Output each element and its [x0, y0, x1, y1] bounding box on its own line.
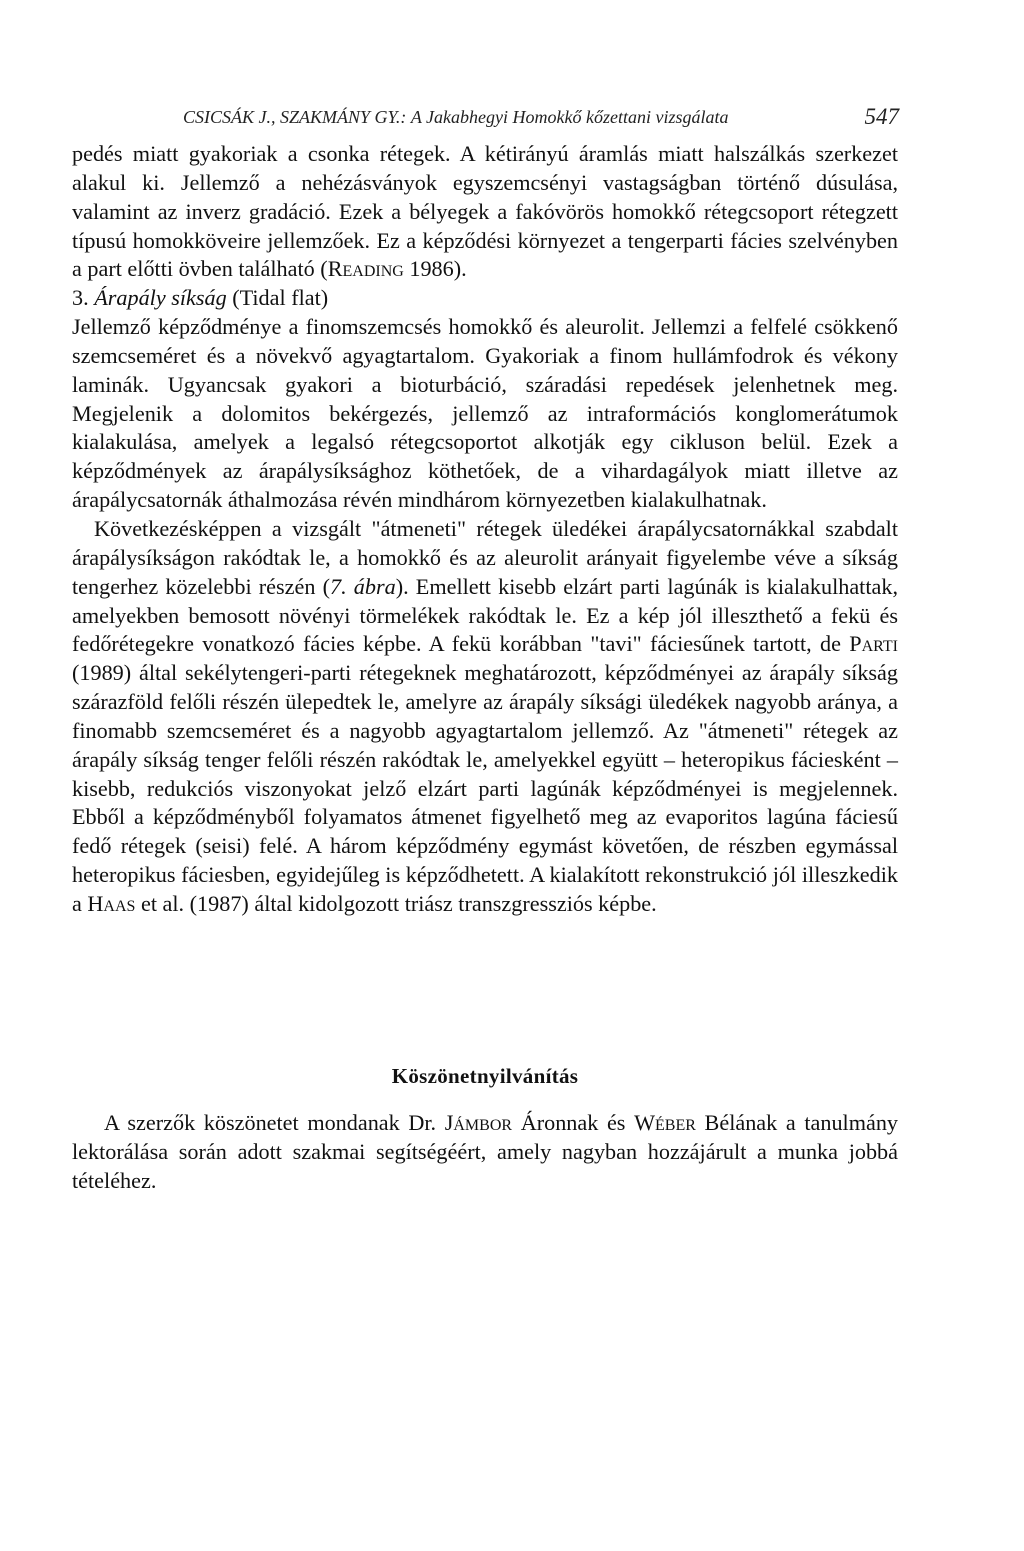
paragraph-1-tail: 1986). — [403, 256, 467, 282]
ack-text-b: Áronnak és — [512, 1110, 635, 1135]
paragraph-4-text-c: (1989) által sekélytengeri-parti rétegeknek meghatározott, képződményei az árapály síkság szárazföld felőli részén ülepedtek le, amelyre az árapály síksági üledékek nagyobb aránya, a finomabb szemcseméret és a nagyobb agyagtartalom jellemző. Az "átmeneti" rétegek az árapály síkság tenger felőli részén rakódtak le, amelyekkel együtt – heteropikus fáciesként – kisebb, redukciós viszonyokat jelző elzárt parti lagúnák képződményei is megjelennek. Ebből a képződményből folyamatos átmenet figyelhető meg az evaporitos lagúna fáciesű fedő rétegek (seisi) felé. A három képződmény egymást követően, de részben egymással heteropikus fáciesben, egyidejűleg is képződhetett. A kialakított rekonstrukció jól illeszkedik a — [72, 660, 898, 916]
subsection-number: 3. — [72, 285, 95, 311]
ack-name-weber: Wéber — [634, 1110, 696, 1135]
acknowledgements-text — [72, 1109, 898, 1196]
section-heading-acknowledgements: Köszönetnyilvánítás — [391, 1064, 579, 1088]
paragraph-4-text-d: et al. (1987) által kidolgozott triász transzgressziós képbe. — [135, 890, 657, 916]
paragraph-4-text-a: Következésképpen a vizsgált "átmeneti" rétegek üledékei árapálycsatornákkal szabdalt árapálysíkságon rakódtak le, a homokkő és az aleurolit arányait figyelembe véve a síkság tengerhez közelebbi részén ( — [72, 515, 898, 599]
reference-haas: Haas — [87, 890, 136, 916]
ack-name-jambor: Jámbor — [444, 1110, 513, 1135]
paragraph-4-text-b: ). Emellett kisebb elzárt parti lagúnák is kialakulhattak, amelyekben bemosott növényi törmelékek rakódtak le. Ez a kép jól illeszthető a fekü és fedőrétegekre vonatkozó fácies képbe. A fekü korábban "tavi" fáciesűnek tartott, de — [72, 573, 898, 657]
figure-reference: 7. ábra — [329, 573, 396, 599]
subsection-title: Árapály síkság — [94, 285, 227, 311]
subsection-heading-tidal-flat — [72, 284, 898, 313]
paragraph-1 — [72, 140, 898, 284]
paragraph-3: Jellemző képződménye a finomszemcsés homokkő és aleurolit. Jellemzi a felfelé csökkenő szemcseméret és a növekvő agyagtartalom. Gyakoriak a finom hullámfodrok és vékony laminák. Ugyancsak gyakori a bioturbáció, száradási repedések jelenhetnek meg. Megjelenik a dolomitos bekérgezés, jellemző az intraformációs konglomerátumok kialakulása, amelyek a legalsó rétegcsoportot alkotják egy cikluson belül. Ezek a képződmények az árapálysíksághoz köthetőek, de a vihardagályok miatt illetve az árapálycsatornák áthalmozása révén mindhárom környezetben kialakulhatnak. — [72, 314, 898, 513]
paragraph-1-text: pedés miatt gyakoriak a csonka rétegek. A kétirányú áramlás miatt halszálkás szerkezet alakul ki. Jellemző a nehézásványok egyszemcsényi vastagságban történő dúsulása, valamint az inverz gradáció. Ezek a bélyegek a fakóvörös homokkő rétegcsoport rétegzett típusú homokköveire jellemzőek. Ez a képződési környezet a tengerparti fácies szelvényben a part előtti övben található ( — [72, 141, 898, 282]
paragraph-4 — [72, 515, 898, 919]
reference-reading: Reading — [327, 256, 404, 282]
header-authors: CSICSÁK J., SZAKMÁNY GY.: — [183, 107, 411, 127]
header-article-title: A Jakabhegyi Homokkő kőzettani vizsgálata — [410, 107, 729, 127]
running-header — [183, 100, 899, 134]
header-citation — [183, 100, 728, 134]
page-number: 547 — [864, 104, 899, 129]
ack-text-c: Bélának a tanulmány lektorálása során adott szakmai segítségéért, amely nagyban hozzájárult a munka jobbá tételéhez. — [72, 1110, 899, 1193]
acknowledgements-paragraph — [72, 1109, 898, 1196]
reference-parti: Parti — [849, 631, 898, 657]
ack-text-a: A szerzők köszönetet mondanak Dr. — [104, 1110, 445, 1135]
body-text — [72, 140, 898, 919]
subsection-title-english: (Tidal flat) — [226, 285, 329, 311]
